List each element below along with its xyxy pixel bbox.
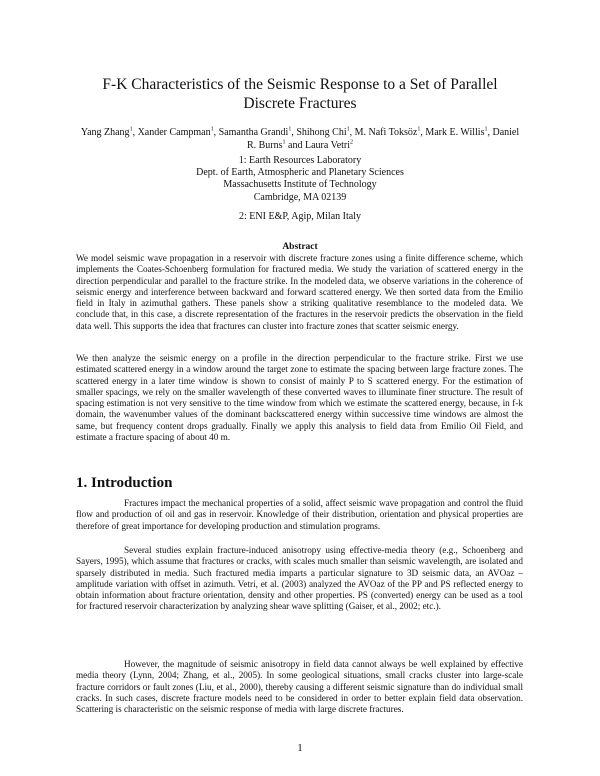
affiliation-mark: 1 — [484, 126, 488, 133]
author-name: Laura Vetri — [304, 140, 351, 151]
abstract-heading: Abstract — [282, 242, 318, 252]
affiliation-line: Dept. of Earth, Atmospheric and Planetary Sciences — [196, 167, 404, 179]
affiliation-mark: 2 — [350, 139, 354, 146]
author-name: Shihong Chi — [296, 127, 347, 138]
affiliation-line: 1: Earth Resources Laboratory — [238, 155, 362, 166]
affiliation-mark: 1 — [129, 126, 133, 133]
section-heading: 1. Introduction — [76, 475, 173, 491]
affiliation-2: 2: ENI E&P, Agip, Milan Italy — [239, 211, 361, 222]
intro-paragraph-2: Several studies explain fracture-induced anisotropy using effective-media theory (e.g., Schoenberg and Sayers, 1995), which assume that fractures or cracks, with scales much smaller than seismic wavelength, are isolated and sparsely distributed in media. Such fractured media imparts a particular signature to 3D seismic data, an AVOaz – amplitude variation with offset in azimuth. Vetri, et al. (2003) analyzed the AVOaz of the PP and PS reflected energy to obtain information about fracture orientation, density and other properties. PS (converted) energy can be used as a tool for fractured reservoir characterization by analyzing shear wave splitting (Gaiser, et al., 2002; etc.). — [76, 545, 523, 612]
author-name: Mark E. Willis — [425, 127, 485, 138]
author-name: Xander Campman — [137, 127, 211, 138]
affiliation-mark: 1 — [346, 126, 350, 133]
paper-title: F-K Characteristics of the Seismic Response to a Set of Parallel Discrete Fractures — [102, 76, 498, 112]
abstract-paragraph-2: We then analyze the seismic energy on a profile in the direction perpendicular to the fracture strike. First we use estimated scattered energy in a window around the target zone to estimate the spacing between large fracture zones. The scattered energy in a later time window is shown to consist of mainly P to S scattered energy. For the estimation of smaller spacings, we rely on the smaller wavelength of these converted waves to illuminate finer structure. The result of spacing estimation is not very sensitive to the time window from which we estimate the scattered energy, because, in f-k domain, the wavenumber values of the dominant backscattered energy within successive time windows are almost the same, but frequency content drops gradually. Finally we apply this analysis to field data from Emilio Oil Field, and estimate a fracture spacing of about 40 m. — [76, 353, 523, 443]
affiliation-mark: 1 — [417, 126, 421, 133]
author-name: Yang Zhang — [80, 127, 130, 138]
affiliation-line: Cambridge, MA 02139 — [253, 191, 347, 203]
intro-paragraph-3: However, the magnitude of seismic anisotropy in field data cannot always be well explained by effective media theory (Lynn, 2004; Zhang, et al., 2005). In some geological situations, small cracks cluster into large-scale fracture corridors or fault zones (Liu, et al., 2000), thereby causing a different seismic signature than do individual small cracks. In such cases, discrete fracture models need to be considered in order to better explain field data observation. Scattering is characteristic on the seismic response of media with large discrete fractures. — [76, 659, 523, 715]
affiliation-1 — [80, 155, 520, 204]
affiliation-line: Massachusetts Institute of Technology — [223, 179, 377, 191]
author-name: Samantha Grandi — [218, 127, 289, 138]
author-list: Yang Zhang$^1$, Xander Campman$^1$, Samantha Grandi$^1$, Shihong Chi$^1$, M. Nafi Toksöz$^1$, Mark E. Willis$^1$, Daniel R. Burns$^1$ and Laura Vetri$^2$ — [80, 126, 520, 151]
abstract-paragraph-1: We model seismic wave propagation in a reservoir with discrete fracture zones using a finite difference scheme, which implements the Coates-Schoenberg formulation for fractured media. We study the variation of scattered energy in the direction perpendicular and parallel to the fracture strike. In the modeled data, we observe variations in the coherence of seismic energy and interference between backward and forward scattered energy. We then sorted data from the Emilio field in Italy in azimuthal gathers. These panels show a striking qualitative resemblance to the modeled data. We conclude that, in this case, a discrete representation of the fractures in the reservoir predicts the observation in the field data well. This supports the idea that fractures can cluster into fracture zones that scatter seismic energy. — [76, 253, 523, 331]
affiliation-mark: 1 — [210, 126, 214, 133]
affiliation-mark: 1 — [282, 139, 286, 146]
author-name: M. Nafi Toksöz — [354, 127, 418, 138]
author-name: Daniel R. Burns — [246, 127, 520, 151]
affiliation-mark: 1 — [288, 126, 292, 133]
page-number: 1 — [297, 742, 303, 754]
intro-paragraph-1: Fractures impact the mechanical properties of a solid, affect seismic wave propagation and control the fluid flow and production of oil and gas in reservoir. Knowledge of their distribution, orientation and physical properties are therefore of great importance for developing production and stimulation programs. — [76, 498, 523, 531]
